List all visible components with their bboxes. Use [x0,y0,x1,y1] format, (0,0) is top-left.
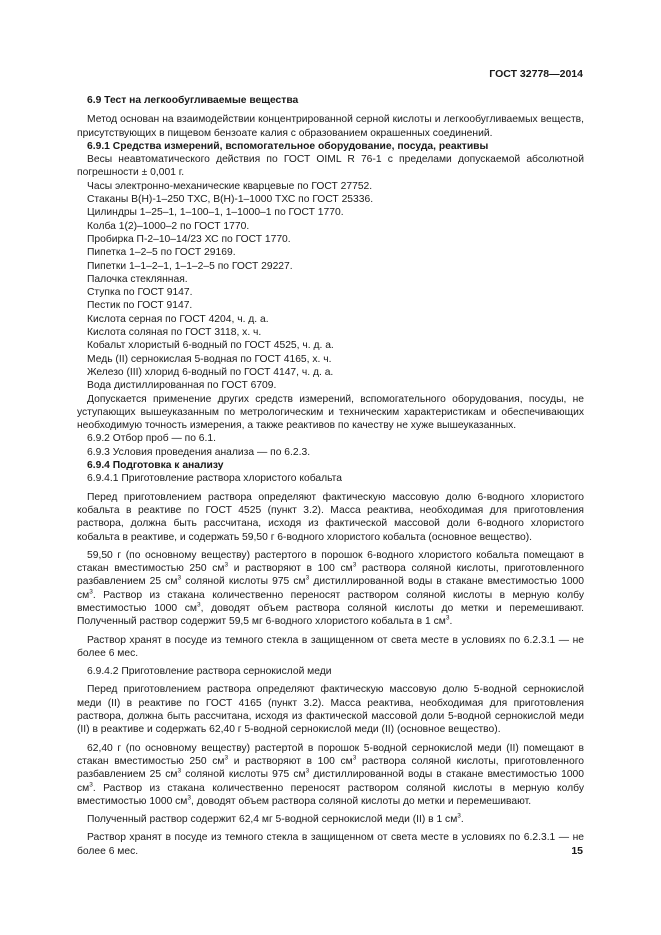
equipment-item: Стаканы В(Н)-1–250 ТХС, В(Н)-1–1000 ТХС по ГОСТ 25336. [87,194,374,206]
equipment-item: Пипетки 1–1–2–1, 1–1–2–5 по ГОСТ 29227. [87,260,293,272]
subsubsection-title: 6.9.4.2 Приготовление раствора сернокислой меди [87,666,332,678]
equipment-item: Цилиндры 1–25–1, 1–100–1, 1–1000–1 по ГОСТ 1770. [87,207,344,219]
equipment-item: Пробирка П-2–10–14/23 ХС по ГОСТ 1770. [87,233,291,245]
equipment-item: Палочка стеклянная. [87,273,188,285]
sampling-paragraph: 6.9.2 Отбор проб — по 6.1. [87,433,216,445]
conditions-paragraph: 6.9.3 Условия проведения анализа — по 6.2.3. [87,446,311,458]
equipment-item: Кобальт хлористый 6-водный по ГОСТ 4525, ч. д. а. [87,340,334,352]
page-number: 15 [571,845,583,857]
equipment-item: Вода дистиллированная по ГОСТ 6709. [87,380,277,392]
copper-paragraph-2: 62,40 г (по основному веществу) растертой в порошок 5-водной сернокислой меди (II) помещают в стакан вместимостью 250 $см^3$ и растворяют в 100 $см^3$ раствора соляной кислоты, приготовленного разбавлением 25 $см^3$ соляной кислоты 975 $см^3$ дистиллированной воды в стакане вместимостью 1000 $см^3$. Раствор из стакана количественно переносят раствором соляной кислоты в мерную колбу вместимостью 1000 $см^3$, доводят объем раствора соляной кислоты до метки и перемешивают. [77,742,584,807]
copper-paragraph-1: Перед приготовлением раствора определяют фактическую массовую долю 5-водной сернокислой меди (II) в реактиве по ГОСТ 4165 (пункт 3.2). Масса реактива, необходимая для приготовления раствора, должна быть рассчитана, исходя из фактической массовой доли 5-водной сернокислой меди (II) в реактиве и содержать 62,40 г 5-водной сернокислой меди (II) (основное вещество). [77,684,584,736]
equipment-item: Часы электронно-механические кварцевые по ГОСТ 27752. [87,180,373,192]
copper-storage-paragraph: Раствор хранят в посуде из темного стекла в защищенном от света месте в условиях по 6.2.3.1 — не более 6 мес. [77,832,584,857]
intro-paragraph: Метод основан на взаимодействии концентрированной серной кислоты и легкообугливаемых веществ, присутствующих в пищевом бензоате калия с образованием окрашенных соединений. [77,114,584,139]
cobalt-storage-paragraph: Раствор хранят в посуде из темного стекла в защищенном от света месте в условиях по 6.2.3.1 — не более 6 мес. [77,634,584,659]
equipment-item: Кислота серная по ГОСТ 4204, ч. д. а. [87,313,269,325]
equipment-item: Медь (II) сернокислая 5-водная по ГОСТ 4165, х. ч. [87,353,332,365]
subsection-title: 6.9.4 Подготовка к анализу [87,460,224,472]
section-title: 6.9 Тест на легкообугливаемые вещества [87,95,299,106]
equipment-item: Весы неавтоматического действия по ГОСТ OIML R 76-1 с пределами допускаемой абсолютной погрешности ± 0,001 г. [77,154,584,179]
cobalt-paragraph-1: Перед приготовлением раствора определяют фактическую массовую долю 6-водного хлористого кобальта в реактиве по ГОСТ 4525 (пункт 3.2). Масса реактива, необходимая для приготовления раствора, должна быть рассчитана, исходя из фактической массовой доли 6-водного хлористого кобальта в реактиве, и содержать 59,50 г 6-водного хлористого кобальта (основное вещество). [77,491,584,543]
equipment-item: Ступка по ГОСТ 9147. [87,287,193,299]
document-body [77,94,584,858]
equipment-item: Пестик по ГОСТ 9147. [87,300,193,312]
equipment-item: Пипетка 1–2–5 по ГОСТ 29169. [87,247,236,259]
copper-paragraph-3: Полученный раствор содержит 62,4 мг 5-водной сернокислой меди (II) в 1 $см^3$. [87,812,464,826]
equipment-item: Кислота соляная по ГОСТ 3118, х. ч. [87,327,262,339]
document-header: ГОСТ 32778—2014 [489,68,583,80]
subsection-title: 6.9.1 Средства измерений, вспомогательное оборудование, посуда, реактивы [87,140,489,152]
subsubsection-title: 6.9.4.1 Приготовление раствора хлористого кобальта [87,473,342,485]
alt-note-paragraph: Допускается применение других средств измерений, вспомогательного оборудования, посуды, не уступающих вышеуказанным по метрологическим и техническим характеристикам и обеспечивающих необходимую точность измерения, а также реактивов по качеству не хуже вышеуказанных. [77,393,584,432]
cobalt-paragraph-2: 59,50 г (по основному веществу) растертого в порошок 6-водного хлористого кобальта помещают в стакан вместимостью 250 $см^3$ и растворяют в 100 $см^3$ раствора соляной кислоты, приготовленного разбавлением 25 $см^3$ соляной кислоты 975 $см^3$ дистиллированной воды в стакане вместимостью 1000 $см^3$. Раствор из стакана количественно переносят раствором соляной кислоты в мерную колбу вместимостью 1000 $см^3$, доводят объем раствора соляной кислоты до метки и перемешивают. Полученный раствор содержит 59,5 мг 6-водного хлористого кобальта в 1 $см^3$. [77,549,584,628]
equipment-item: Колба 1(2)–1000–2 по ГОСТ 1770. [87,220,250,232]
equipment-item: Железо (III) хлорид 6-водный по ГОСТ 4147, ч. д. а. [87,366,334,378]
